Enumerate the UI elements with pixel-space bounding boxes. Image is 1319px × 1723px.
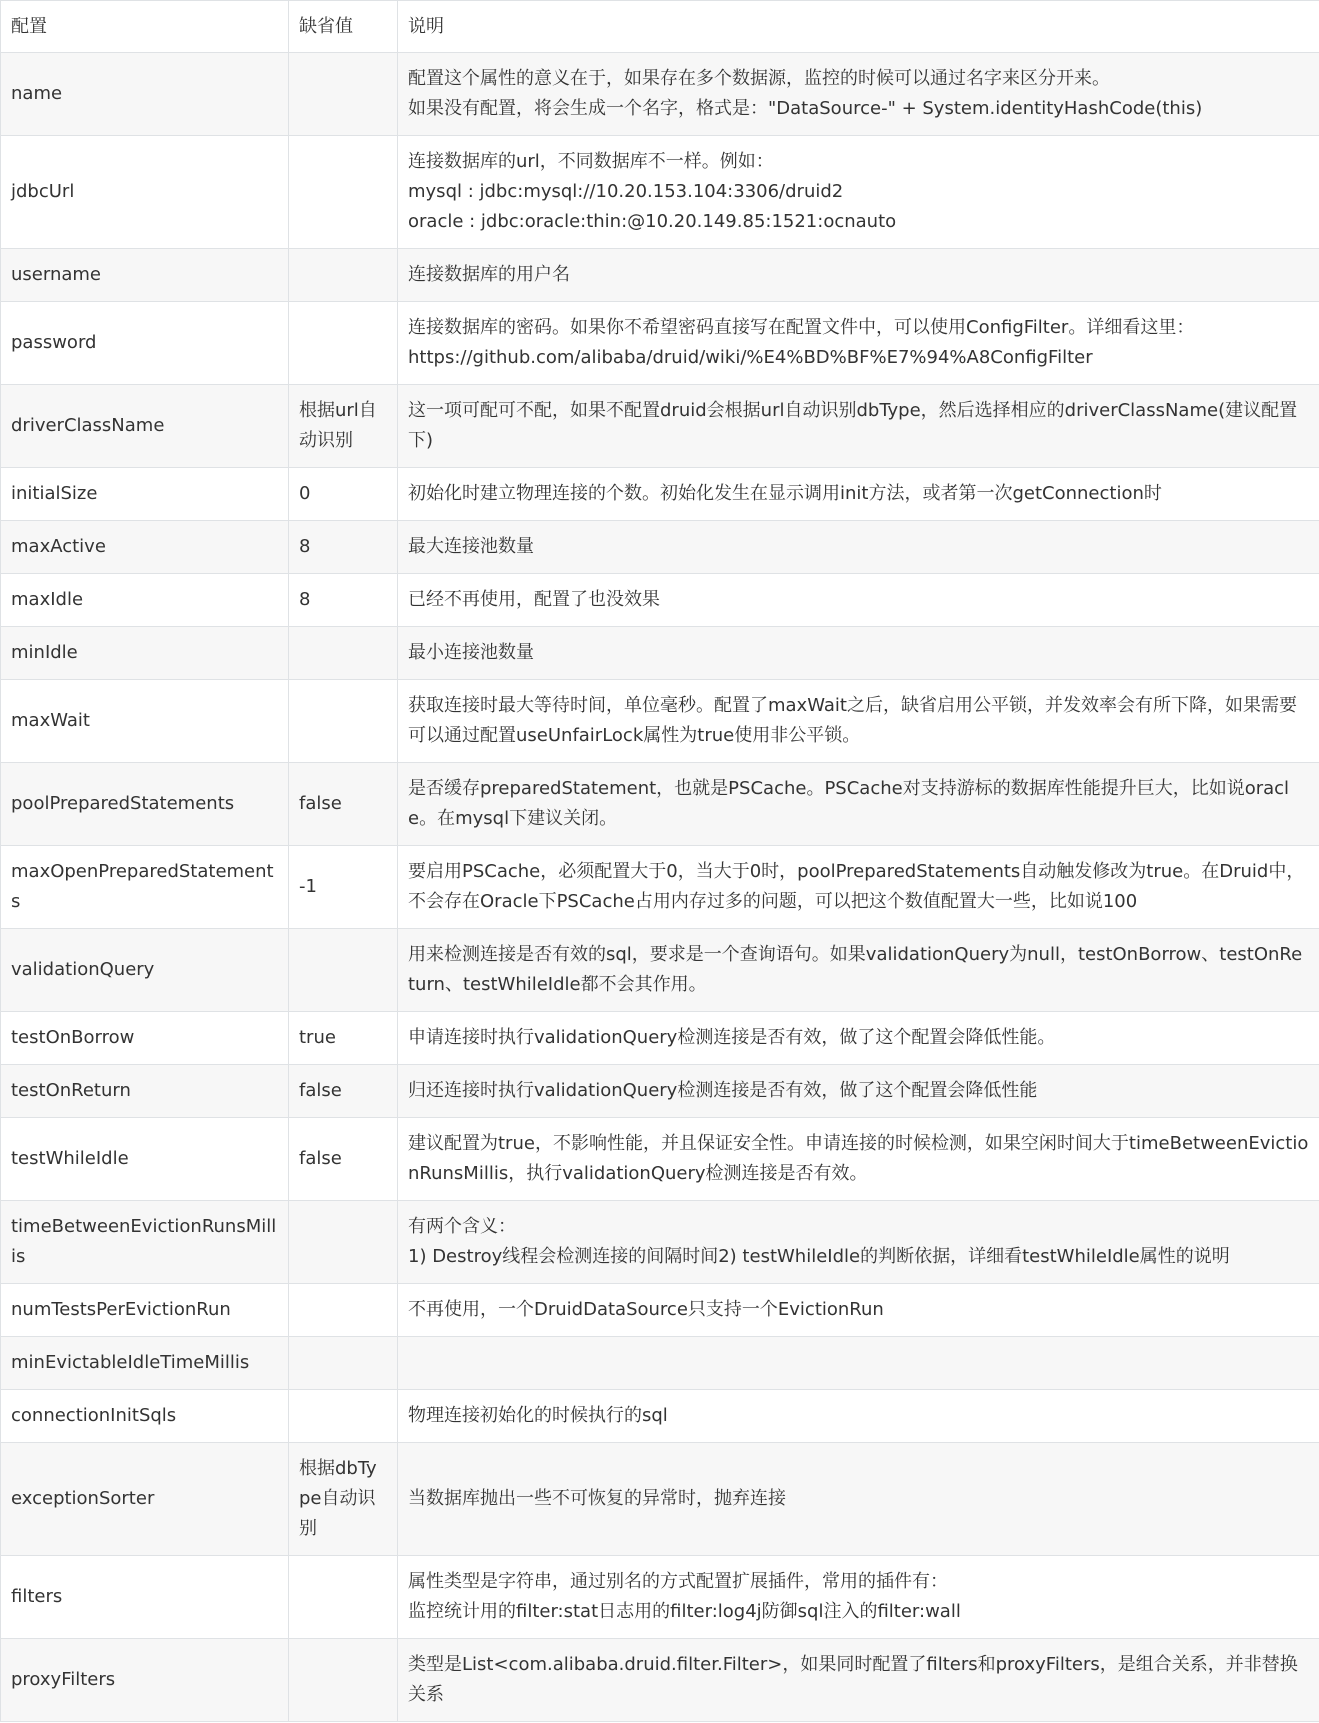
description-cell: [398, 385, 1319, 468]
config-name-cell: name: [1, 53, 289, 136]
default-value-cell: -1: [289, 846, 398, 929]
description-cell: [398, 249, 1319, 302]
table-row: [1, 929, 1319, 1012]
default-value-cell: false: [289, 763, 398, 846]
description-cell: [398, 1201, 1319, 1284]
table-row: [1, 1639, 1319, 1722]
description-line: 连接数据库的用户名: [408, 264, 570, 285]
table-row: [1, 574, 1319, 627]
description-cell: [398, 53, 1319, 136]
description-line: 申请连接时执行validationQuery检测连接是否有效，做了这个配置会降低性能。: [408, 1027, 1056, 1048]
table-row: [1, 468, 1319, 521]
default-value-cell: 根据url自动识别: [289, 385, 398, 468]
config-name-cell: testOnReturn: [1, 1065, 289, 1118]
description-line: 监控统计用的filter:stat日志用的filter:log4j防御sql注入的filter:wall: [408, 1601, 961, 1622]
description-cell: [398, 763, 1319, 846]
config-name-cell: maxActive: [1, 521, 289, 574]
table-row: [1, 1284, 1319, 1337]
config-name-cell: exceptionSorter: [1, 1443, 289, 1556]
description-cell: [398, 846, 1319, 929]
config-name-cell: minEvictableIdleTimeMillis: [1, 1337, 289, 1390]
description-line: 连接数据库的url，不同数据库不一样。例如：: [408, 151, 774, 172]
table-row: [1, 1012, 1319, 1065]
config-name-cell: maxOpenPreparedStatements: [1, 846, 289, 929]
description-line: 如果没有配置，将会生成一个名字，格式是："DataSource-" + System.identityHashCode(this): [408, 98, 1203, 119]
description-line: 是否缓存preparedStatement，也就是PSCache。PSCache对支持游标的数据库性能提升巨大，比如说oracle。在mysql下建议关闭。: [408, 778, 1290, 829]
default-value-cell: 0: [289, 468, 398, 521]
config-name-cell: maxIdle: [1, 574, 289, 627]
header-row: [1, 1, 1319, 53]
description-cell: [398, 680, 1319, 763]
default-value-cell: [289, 627, 398, 680]
table-row: [1, 1201, 1319, 1284]
description-cell: [398, 468, 1319, 521]
header-default: 缺省值: [289, 1, 398, 53]
description-line: 当数据库抛出一些不可恢复的异常时，抛弃连接: [408, 1488, 786, 1509]
table-row: [1, 385, 1319, 468]
description-cell: [398, 1556, 1319, 1639]
description-cell: [398, 1012, 1319, 1065]
description-cell: [398, 1337, 1319, 1390]
default-value-cell: 8: [289, 521, 398, 574]
description-line: 用来检测连接是否有效的sql，要求是一个查询语句。如果validationQuery为null，testOnBorrow、testOnReturn、testWhileIdle都不会其作用。: [408, 944, 1303, 995]
config-name-cell: testOnBorrow: [1, 1012, 289, 1065]
table-row: [1, 1556, 1319, 1639]
description-line: oracle : jdbc:oracle:thin:@10.20.149.85:1521:ocnauto: [408, 211, 897, 232]
description-cell: [398, 1443, 1319, 1556]
table-row: [1, 1065, 1319, 1118]
config-name-cell: initialSize: [1, 468, 289, 521]
table-header: [1, 1, 1319, 53]
default-value-cell: false: [289, 1065, 398, 1118]
default-value-cell: [289, 1556, 398, 1639]
table-row: [1, 53, 1319, 136]
table-row: [1, 1390, 1319, 1443]
default-value-cell: 根据dbType自动识别: [289, 1443, 398, 1556]
config-name-cell: connectionInitSqls: [1, 1390, 289, 1443]
description-line: 类型是List<com.alibaba.druid.filter.Filter>，如果同时配置了filters和proxyFilters，是组合关系，并非替换关系: [408, 1654, 1298, 1705]
table-row: [1, 627, 1319, 680]
default-value-cell: [289, 1201, 398, 1284]
config-name-cell: proxyFilters: [1, 1639, 289, 1722]
description-line: 有两个含义：: [408, 1216, 516, 1237]
description-cell: [398, 302, 1319, 385]
table-row: [1, 1337, 1319, 1390]
config-name-cell: testWhileIdle: [1, 1118, 289, 1201]
default-value-cell: [289, 1284, 398, 1337]
description-line: 1) Destroy线程会检测连接的间隔时间2) testWhileIdle的判断依据，详细看testWhileIdle属性的说明: [408, 1246, 1230, 1267]
description-line: 最小连接池数量: [408, 642, 534, 663]
header-description: 说明: [398, 1, 1319, 53]
description-line: 最大连接池数量: [408, 536, 534, 557]
description-cell: [398, 1639, 1319, 1722]
default-value-cell: [289, 53, 398, 136]
description-line: 获取连接时最大等待时间，单位毫秒。配置了maxWait之后，缺省启用公平锁，并发效率会有所下降，如果需要可以通过配置useUnfairLock属性为true使用非公平锁。: [408, 695, 1297, 746]
config-name-cell: numTestsPerEvictionRun: [1, 1284, 289, 1337]
config-name-cell: filters: [1, 1556, 289, 1639]
config-name-cell: poolPreparedStatements: [1, 763, 289, 846]
config-name-cell: username: [1, 249, 289, 302]
default-value-cell: [289, 929, 398, 1012]
description-line: 要启用PSCache，必须配置大于0，当大于0时，poolPreparedStatements自动触发修改为true。在Druid中，不会存在Oracle下PSCache占用内存过多的问题，可以把这个数值配置大一些，比如说100: [408, 861, 1305, 912]
description-cell: [398, 136, 1319, 249]
default-value-cell: [289, 1337, 398, 1390]
description-cell: [398, 1390, 1319, 1443]
default-value-cell: [289, 136, 398, 249]
description-cell: [398, 1118, 1319, 1201]
description-line: 配置这个属性的意义在于，如果存在多个数据源，监控的时候可以通过名字来区分开来。: [408, 68, 1110, 89]
config-name-cell: minIdle: [1, 627, 289, 680]
description-line: 这一项可配可不配，如果不配置druid会根据url自动识别dbType，然后选择相应的driverClassName(建议配置下): [408, 400, 1298, 451]
table-row: [1, 521, 1319, 574]
default-value-cell: [289, 680, 398, 763]
description-cell: [398, 574, 1319, 627]
table-row: [1, 302, 1319, 385]
table-row: [1, 1118, 1319, 1201]
description-line: 归还连接时执行validationQuery检测连接是否有效，做了这个配置会降低性能: [408, 1080, 1038, 1101]
description-line: 不再使用，一个DruidDataSource只支持一个EvictionRun: [408, 1299, 884, 1320]
description-line: 属性类型是字符串，通过别名的方式配置扩展插件，常用的插件有：: [408, 1571, 948, 1592]
description-line: 连接数据库的密码。如果你不希望密码直接写在配置文件中，可以使用ConfigFilter。详细看这里：: [408, 317, 1195, 338]
config-name-cell: validationQuery: [1, 929, 289, 1012]
default-value-cell: [289, 302, 398, 385]
table-body: [1, 53, 1319, 1722]
default-value-cell: [289, 249, 398, 302]
description-line: 已经不再使用，配置了也没效果: [408, 589, 660, 610]
default-value-cell: [289, 1639, 398, 1722]
description-cell: [398, 627, 1319, 680]
default-value-cell: 8: [289, 574, 398, 627]
description-line: mysql : jdbc:mysql://10.20.153.104:3306/druid2: [408, 181, 844, 202]
description-line: 建议配置为true，不影响性能，并且保证安全性。申请连接的时候检测，如果空闲时间大于timeBetweenEvictionRunsMillis，执行validationQuery检测连接是否有效。: [408, 1133, 1309, 1184]
description-line: 初始化时建立物理连接的个数。初始化发生在显示调用init方法，或者第一次getConnection时: [408, 483, 1162, 504]
config-name-cell: password: [1, 302, 289, 385]
table-row: [1, 680, 1319, 763]
table-row: [1, 846, 1319, 929]
config-name-cell: jdbcUrl: [1, 136, 289, 249]
default-value-cell: false: [289, 1118, 398, 1201]
config-name-cell: driverClassName: [1, 385, 289, 468]
description-line: 物理连接初始化的时候执行的sql: [408, 1405, 668, 1426]
default-value-cell: true: [289, 1012, 398, 1065]
description-cell: [398, 1284, 1319, 1337]
description-cell: [398, 929, 1319, 1012]
table-row: [1, 1443, 1319, 1556]
config-name-cell: timeBetweenEvictionRunsMillis: [1, 1201, 289, 1284]
header-config: 配置: [1, 1, 289, 53]
table-row: [1, 136, 1319, 249]
description-cell: [398, 521, 1319, 574]
description-line: https://github.com/alibaba/druid/wiki/%E4%BD%BF%E7%94%A8ConfigFilter: [408, 347, 1093, 368]
default-value-cell: [289, 1390, 398, 1443]
config-name-cell: maxWait: [1, 680, 289, 763]
description-cell: [398, 1065, 1319, 1118]
table-row: [1, 763, 1319, 846]
table-row: [1, 249, 1319, 302]
